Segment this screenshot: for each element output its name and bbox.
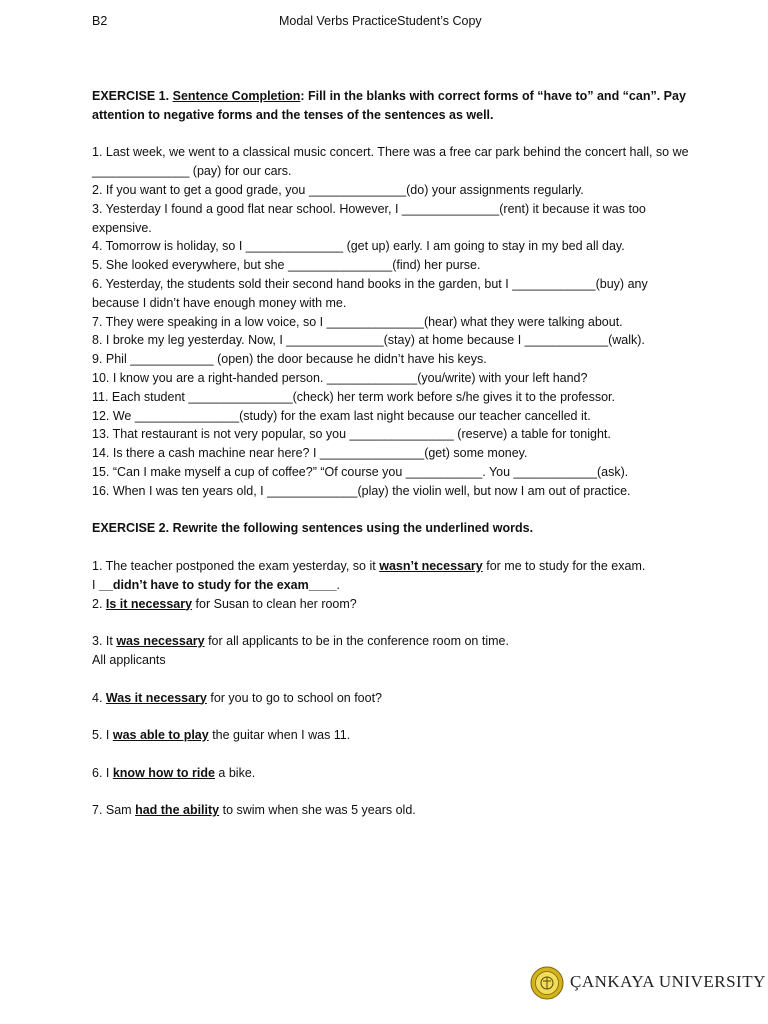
header-title: Modal Verbs PracticeStudent’s Copy [279, 14, 482, 28]
exercise2-answer-3: All applicants [92, 652, 166, 667]
underlined-key: was necessary [116, 634, 205, 649]
underlined-key: Was it necessary [105, 690, 207, 705]
exercise1-item-4: 4. Tomorrow is holiday, so I ______________ (get up) early. I am going to stay in my bed all day. [92, 239, 625, 254]
exercise1-item-3: 3. Yesterday I found a good flat near school. However, I ______________(rent) it because it was too expensive. [92, 201, 646, 235]
exercise1-label: EXERCISE 1. [92, 89, 170, 103]
university-logo [528, 966, 766, 1006]
exercise1-item-6: 6. Yesterday, the students sold their second hand books in the garden, but I ____________(buy) any because I didn’t have enough money with me. [92, 276, 648, 310]
exercise1-instructions: : Fill in the blanks with correct forms of “have to” and “can”. Pay attention to negative forms and the tenses of the sentences as well. [92, 89, 686, 122]
underlined-key: wasn’t necessary [379, 558, 483, 573]
exercise1-item-9: 9. Phil ____________ (open) the door because he didn’t have his keys. [92, 352, 487, 367]
exercise1-item-1: 1. Last week, we went to a classical music concert. There was a free car park behind the concert hall, so we ______________ (pay) for our cars. [92, 145, 689, 179]
underlined-key: was able to play [112, 728, 209, 743]
exercise1-item-7: 7. They were speaking in a low voice, so I ______________(hear) what they were talking about. [92, 314, 623, 329]
underlined-key: had the ability [135, 803, 220, 818]
sample-answer: __didn’t have to study for the exam____ [98, 577, 337, 592]
exercise1-item-5: 5. She looked everywhere, but she _______________(find) her purse. [92, 258, 481, 273]
exercise1-item-12: 12. We _______________(study) for the exam last night because our teacher cancelled it. [92, 408, 591, 423]
university-seal-icon [530, 966, 564, 1000]
exercise1-item-11: 11. Each student _______________(check) her term work before s/he gives it to the professor. [92, 389, 615, 404]
underlined-key: know how to ride [112, 765, 215, 780]
exercise2-question-5: 5. I was able to play the guitar when I was 11. [92, 728, 351, 743]
exercise1-item-10: 10. I know you are a right-handed person. _____________(you/write) with your left hand? [92, 370, 588, 385]
exercise1-item-14: 14. Is there a cash machine near here? I _______________(get) some money. [92, 446, 528, 461]
university-name: ÇANKAYA UNIVERSITY [570, 972, 766, 991]
exercise2-question-3: 3. It was necessary for all applicants to be in the conference room on time. [92, 634, 509, 649]
exercise1-item-15: 15. “Can I make myself a cup of coffee?” “Of course you ___________. You ____________(ask). [92, 464, 629, 479]
exercise2-heading: EXERCISE 2. Rewrite the following sentences using the underlined words. [92, 521, 534, 536]
exercise1-item-8: 8. I broke my leg yesterday. Now, I ______________(stay) at home because I ____________(walk). [92, 333, 645, 348]
exercise2-question-7: 7. Sam had the ability to swim when she was 5 years old. [92, 803, 416, 818]
exercise2-answer-1: I __didn’t have to study for the exam____. [92, 577, 341, 592]
exercise1-heading [92, 87, 692, 125]
worksheet-content [92, 87, 692, 820]
exercise1-title: Sentence Completion [172, 89, 301, 103]
exercise1-item-16: 16. When I was ten years old, I _____________(play) the violin well, but now I am out of practice. [92, 483, 631, 498]
exercise2-question-2: 2. Is it necessary for Susan to clean her room? [92, 596, 357, 611]
exercise2-question-4: 4. Was it necessary for you to go to school on foot? [92, 690, 383, 705]
exercise2-question-1: 1. The teacher postponed the exam yesterday, so it wasn’t necessary for me to study for the exam. [92, 558, 646, 573]
header-level: B2 [92, 14, 108, 28]
exercise1-item-13: 13. That restaurant is not very popular, so you _______________ (reserve) a table for tonight. [92, 427, 611, 442]
underlined-key: Is it necessary [105, 596, 193, 611]
exercise2-question-6: 6. I know how to ride a bike. [92, 765, 256, 780]
exercise1-item-2: 2. If you want to get a good grade, you ______________(do) your assignments regularly. [92, 182, 584, 197]
